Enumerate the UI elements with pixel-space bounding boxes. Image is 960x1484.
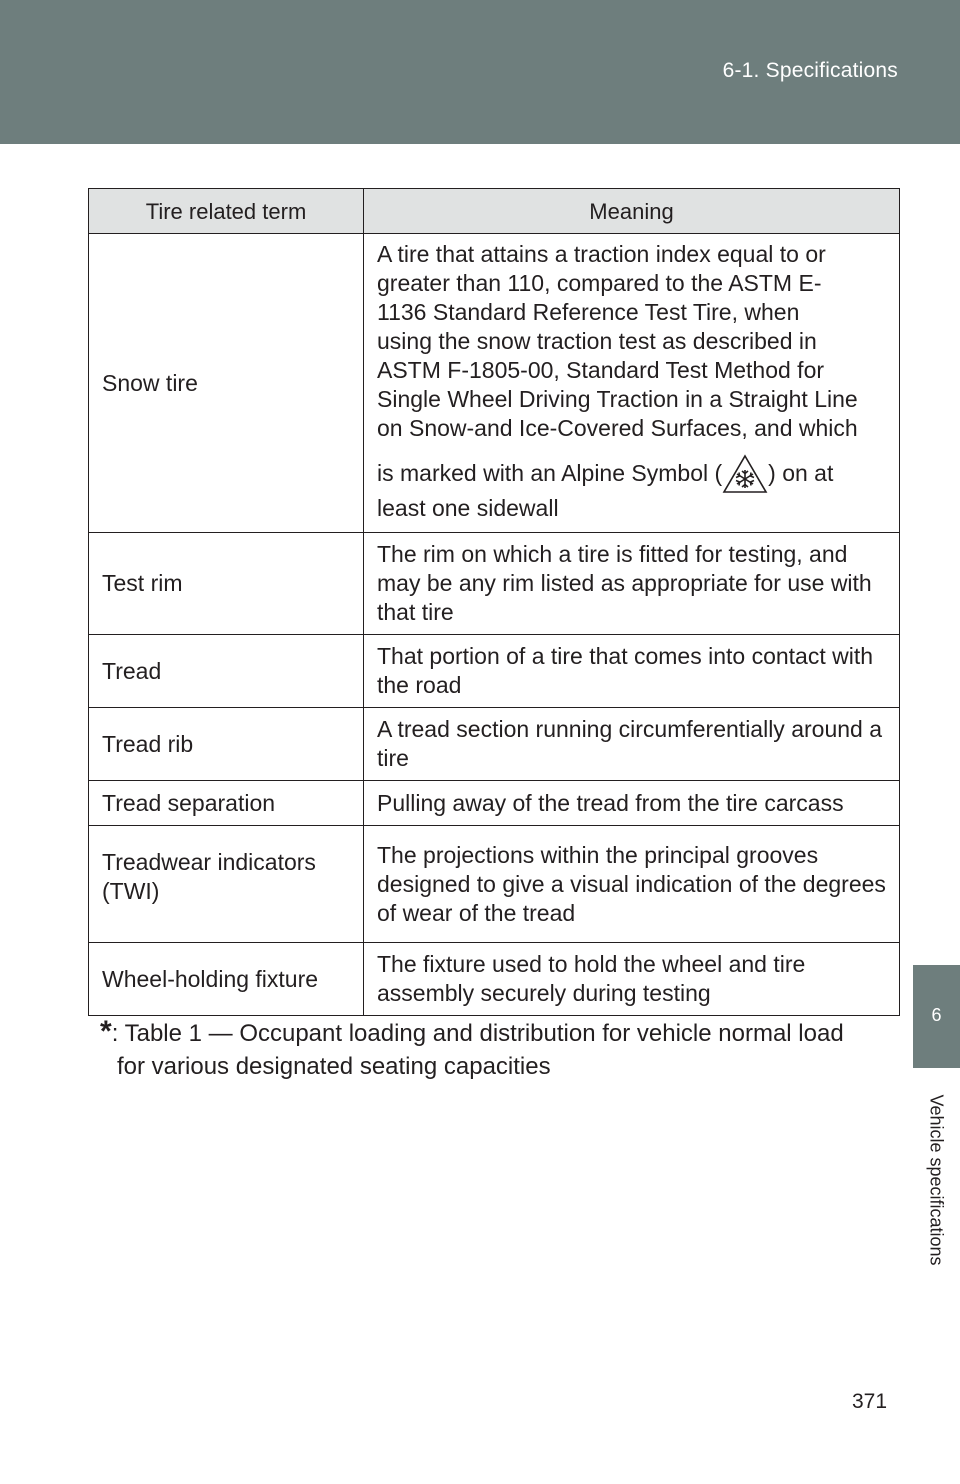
column-header-meaning: Meaning	[364, 189, 900, 234]
term-cell: Tread separation	[89, 781, 364, 826]
meaning-line: Single Wheel Driving Traction in a Straight Line	[377, 386, 858, 412]
meaning-cell: The rim on which a tire is fitted for testing, and may be any rim listed as appropriate for use with that tire	[364, 533, 900, 635]
meaning-cell: A tread section running circumferentially around a tire	[364, 708, 900, 781]
meaning-cell: That portion of a tire that comes into contact with the road	[364, 635, 900, 708]
table-row	[89, 708, 900, 781]
page-number: 371	[852, 1390, 888, 1413]
term-cell: Treadwear indicators (TWI)	[89, 826, 364, 943]
table-row	[89, 635, 900, 708]
meaning-cell	[364, 234, 900, 533]
table-row	[89, 781, 900, 826]
meaning-line: greater than 110, compared to the ASTM E-	[377, 270, 822, 296]
table-row	[89, 943, 900, 1016]
section-title: 6-1. Specifications	[722, 59, 898, 82]
alpine-snowflake-icon	[722, 454, 768, 494]
meaning-line: ASTM F-1805-00, Standard Test Method for	[377, 357, 825, 383]
meaning-line: least one sidewall	[377, 495, 559, 521]
table-row	[89, 533, 900, 635]
table-row	[89, 234, 900, 533]
footnote	[100, 1015, 900, 1083]
footnote-line-1: : Table 1 — Occupant loading and distribution for vehicle normal load	[111, 1020, 844, 1047]
chapter-tab[interactable]: 6	[913, 965, 960, 1068]
header-bar	[0, 0, 960, 144]
footnote-marker: *	[100, 1015, 112, 1048]
meaning-cell: The fixture used to hold the wheel and tire assembly securely during testing	[364, 943, 900, 1016]
meaning-cell: Pulling away of the tread from the tire carcass	[364, 781, 900, 826]
meaning-line: 1136 Standard Reference Test Tire, when	[377, 299, 800, 325]
table-header-row	[89, 189, 900, 234]
term-cell: Snow tire	[89, 234, 364, 533]
term-cell: Wheel-holding fixture	[89, 943, 364, 1016]
meaning-line: A tire that attains a traction index equal to or	[377, 241, 826, 267]
meaning-line: is marked with an Alpine Symbol (	[377, 460, 723, 486]
tire-terms-table	[88, 188, 900, 1016]
column-header-term: Tire related term	[89, 189, 364, 234]
footnote-line-2: for various designated seating capacities	[117, 1053, 551, 1080]
meaning-line: using the snow traction test as described in	[377, 328, 817, 354]
chapter-label-text: Vehicle specifications	[926, 1094, 947, 1266]
term-cell: Tread rib	[89, 708, 364, 781]
table-row	[89, 826, 900, 943]
meaning-line: ) on at	[768, 460, 834, 486]
term-cell: Test rim	[89, 533, 364, 635]
meaning-line: on Snow-and Ice-Covered Surfaces, and which	[377, 415, 858, 441]
meaning-cell: The projections within the principal grooves designed to give a visual indication of the degrees of wear of the tread	[364, 826, 900, 943]
term-cell: Tread	[89, 635, 364, 708]
